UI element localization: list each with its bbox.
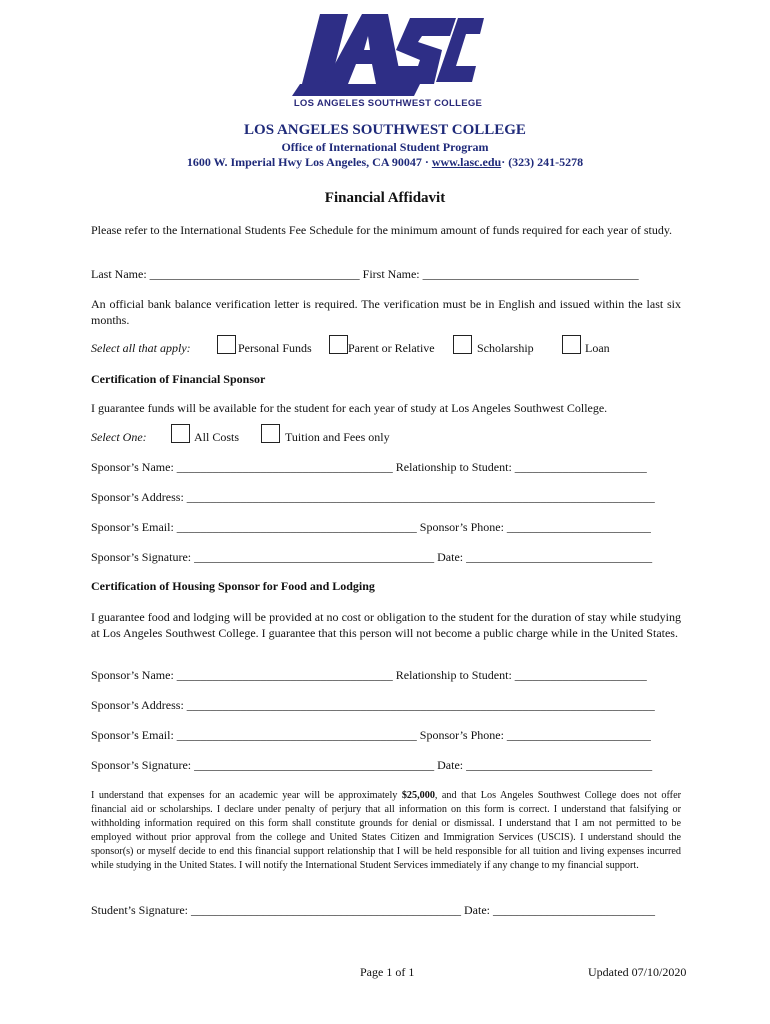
housing-sponsor-address-line[interactable]: Sponsor’s Address: ______________________________________________________________________________ xyxy=(91,698,655,712)
select-one-label: Select One: xyxy=(91,430,147,444)
label-scholarship: Scholarship xyxy=(477,341,534,355)
housing-sponsor-name-line[interactable]: Sponsor’s Name: ____________________________________ Relationship to Student: ______________________ xyxy=(91,668,647,682)
lasc-logo-graphic xyxy=(290,10,486,96)
street-address: 1600 W. Imperial Hwy Los Angeles, CA 90047 · xyxy=(186,155,432,169)
label-loan: Loan xyxy=(585,341,610,355)
college-logo xyxy=(290,10,486,112)
financial-sponsor-heading: Certification of Financial Sponsor xyxy=(91,372,266,386)
checkbox-all-costs[interactable] xyxy=(171,424,190,443)
financial-sponsor-email-line[interactable]: Sponsor’s Email: ________________________________________ Sponsor’s Phone: ________________________ xyxy=(91,520,651,534)
checkbox-personal-funds[interactable] xyxy=(217,335,236,354)
contact-address xyxy=(0,155,770,170)
checkbox-tuition-fees[interactable] xyxy=(261,424,280,443)
updated-date: Updated 07/10/2020 xyxy=(588,965,687,979)
financial-sponsor-signature-line[interactable]: Sponsor’s Signature: ________________________________________ Date: _______________________________ xyxy=(91,550,653,564)
housing-guarantee-text: I guarantee food and lodging will be provided at no cost or obligation to the student for the duration of stay while studying at Los Angeles Southwest College. I guarantee that this person will not become a public charge while in the United States. xyxy=(91,610,681,640)
housing-sponsor-heading: Certification of Housing Sponsor for Food and Lodging xyxy=(91,579,375,593)
name-line[interactable]: Last Name: ___________________________________ First Name: ____________________________________ xyxy=(91,267,639,281)
financial-guarantee-text: I guarantee funds will be available for the student for each year of study at Los Angeles Southwest College. xyxy=(91,401,608,415)
housing-sponsor-email-line[interactable]: Sponsor’s Email: ________________________________________ Sponsor’s Phone: ________________________ xyxy=(91,728,651,742)
page-title: Financial Affidavit xyxy=(324,190,446,206)
label-tuition-fees: Tuition and Fees only xyxy=(285,430,390,444)
student-signature-line[interactable]: Student’s Signature: _____________________________________________ Date: ___________________________ xyxy=(91,903,655,917)
financial-sponsor-address-line[interactable]: Sponsor’s Address: ______________________________________________________________________________ xyxy=(91,490,655,504)
college-name: LOS ANGELES SOUTHWEST COLLEGE xyxy=(244,122,526,138)
expense-amount: $25,000 xyxy=(401,790,435,801)
housing-sponsor-signature-line[interactable]: Sponsor’s Signature: ________________________________________ Date: _______________________________ xyxy=(91,758,653,772)
financial-sponsor-name-line[interactable]: Sponsor’s Name: ____________________________________ Relationship to Student: ______________________ xyxy=(91,460,647,474)
declaration-part2: , and that Los Angeles Southwest College does not offer financial aid or scholarships. I declare under penalty of perjury that all information on this form is correct. I understand that falsifying or withholding information required on this form shall constitute grounds for denial or dismissal. I understand that I am not permitted to be employed without prior approval from the college and United States Citizen and Immigration Services (USCIS). I understand should the sponsor(s) or myself decide to end this financial support relationship that I will be held responsible for all tuition and living expenses incurred while studying in the United States. I will notify the International Student Services immediately if any change to my financial support. xyxy=(91,790,681,871)
page-number: Page 1 of 1 xyxy=(360,965,415,979)
bank-note: An official bank balance verification letter is required. The verification must be in English and issued within the last six months. xyxy=(91,297,681,327)
logo-subtitle: LOS ANGELES SOUTHWEST COLLEGE xyxy=(293,98,483,109)
intro-text: Please refer to the International Students Fee Schedule for the minimum amount of funds required for each year of study. xyxy=(91,223,673,237)
select-all-label: Select all that apply: xyxy=(91,341,191,355)
website-link[interactable]: www.lasc.edu xyxy=(431,155,502,169)
checkbox-scholarship[interactable] xyxy=(453,335,472,354)
label-parent-relative: Parent or Relative xyxy=(348,341,435,355)
label-personal-funds: Personal Funds xyxy=(238,341,312,355)
declaration-text xyxy=(91,789,681,873)
checkbox-loan[interactable] xyxy=(562,335,581,354)
checkbox-parent-relative[interactable] xyxy=(329,335,348,354)
label-all-costs: All Costs xyxy=(194,430,240,444)
declaration-part1: I understand that expenses for an academic year will be approximately xyxy=(91,790,402,801)
office-name: Office of International Student Program xyxy=(281,140,489,154)
phone-number: · (323) 241-5278 xyxy=(501,155,584,169)
